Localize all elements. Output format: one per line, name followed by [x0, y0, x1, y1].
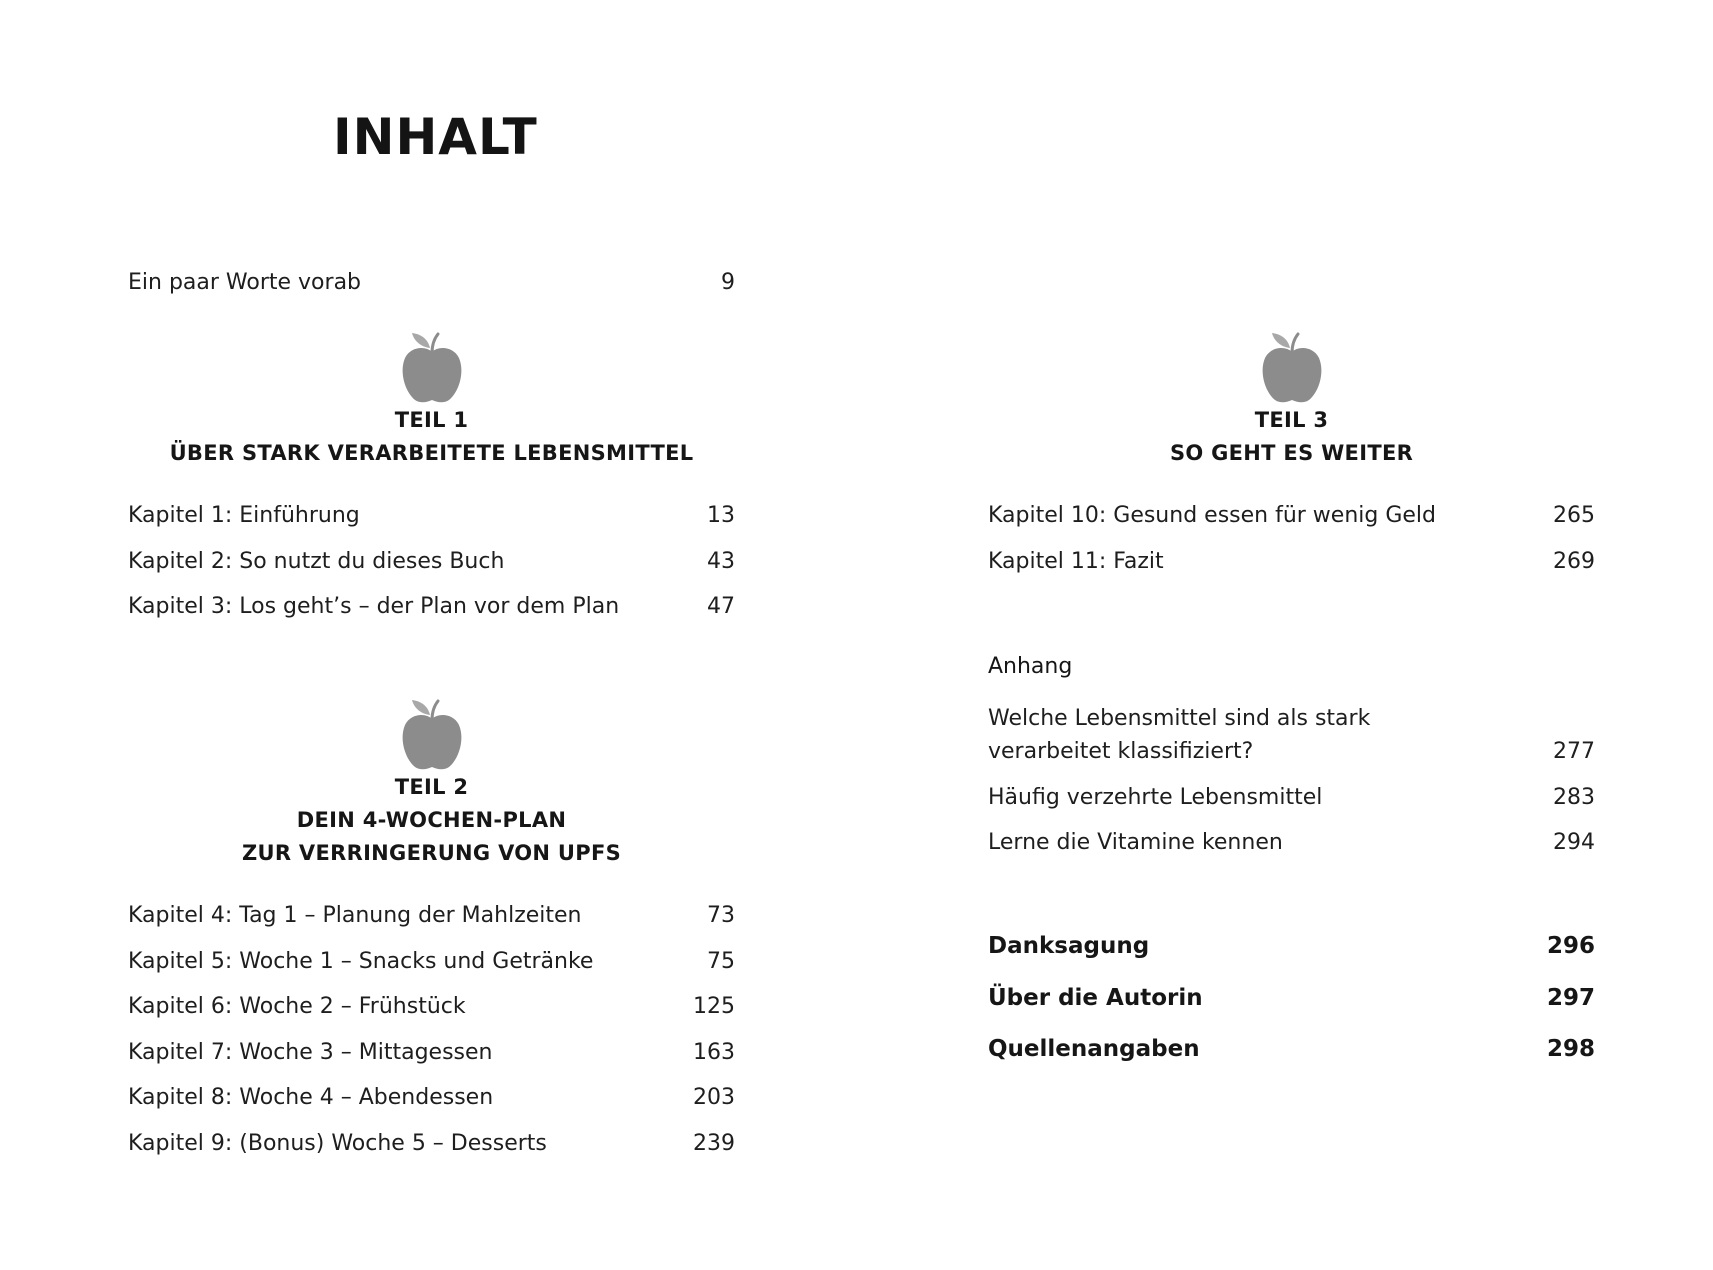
- toc-entry-label: Kapitel 2: So nutzt du dieses Buch: [128, 549, 505, 574]
- apple-icon: [399, 697, 465, 771]
- page-title: INHALT: [333, 108, 538, 166]
- toc-entry[interactable]: [128, 1036, 735, 1069]
- apple-icon: [399, 330, 465, 404]
- toc-entry[interactable]: [128, 1081, 735, 1114]
- toc-entry-page: 296: [1546, 933, 1595, 959]
- apple-icon: [1259, 330, 1325, 404]
- toc-entry-backmatter[interactable]: [988, 1033, 1595, 1066]
- part-title-line: ZUR VERRINGERUNG VON UPFS: [241, 841, 622, 865]
- part-3-heading: [988, 330, 1595, 470]
- toc-entry-page: 297: [1546, 985, 1595, 1011]
- part-title-line: DEIN 4-WOCHEN-PLAN: [296, 808, 567, 832]
- toc-entry-page: 9: [721, 270, 735, 295]
- toc-entry-label: Kapitel 7: Woche 3 – Mittagessen: [128, 1040, 493, 1065]
- toc-entry-label: Welche Lebensmittel sind als stark verarbeitet klassifiziert?: [988, 706, 1371, 764]
- toc-entry-backmatter[interactable]: [988, 982, 1595, 1015]
- toc-entry[interactable]: [128, 590, 735, 623]
- toc-entry-label: Kapitel 9: (Bonus) Woche 5 – Desserts: [128, 1131, 547, 1156]
- toc-entry-page: 269: [1553, 549, 1595, 574]
- toc-entry-page: 283: [1553, 785, 1595, 810]
- toc-entry-label: Kapitel 6: Woche 2 – Frühstück: [128, 994, 466, 1019]
- toc-entry-label: Kapitel 5: Woche 1 – Snacks und Getränke: [128, 949, 594, 974]
- toc-entry-label: Kapitel 11: Fazit: [988, 549, 1164, 574]
- toc-entry-page: 203: [693, 1085, 735, 1110]
- toc-entry-page: 13: [707, 503, 735, 528]
- toc-entry-label: Quellenangaben: [988, 1036, 1200, 1062]
- toc-entry[interactable]: [128, 1127, 735, 1160]
- toc-entry-label: Danksagung: [988, 933, 1150, 959]
- toc-entry[interactable]: [128, 945, 735, 978]
- toc-entry-label: Über die Autorin: [988, 985, 1203, 1011]
- toc-entry-page: 239: [693, 1131, 735, 1156]
- toc-entry-label: Kapitel 10: Gesund essen für wenig Geld: [988, 503, 1437, 528]
- part-number: TEIL 2: [394, 775, 469, 799]
- part-number: TEIL 3: [1254, 408, 1329, 432]
- toc-entry-page: 75: [707, 949, 735, 974]
- toc-entry-page: 298: [1546, 1036, 1595, 1062]
- toc-entry[interactable]: [988, 545, 1595, 578]
- toc-entry-page: 125: [693, 994, 735, 1019]
- toc-entry-label: Kapitel 4: Tag 1 – Planung der Mahlzeiten: [128, 903, 582, 928]
- part-number: TEIL 1: [394, 408, 469, 432]
- toc-entry-page: 277: [1553, 739, 1595, 764]
- toc-entry[interactable]: [988, 499, 1595, 532]
- part-2-heading: [128, 697, 735, 870]
- toc-entry[interactable]: [128, 499, 735, 532]
- toc-entry[interactable]: [988, 702, 1595, 768]
- part-1-heading: [128, 330, 735, 470]
- toc-entry-label: Kapitel 1: Einführung: [128, 503, 360, 528]
- toc-entry[interactable]: [128, 990, 735, 1023]
- toc-entry-label: Häufig verzehrte Lebensmittel: [988, 785, 1323, 810]
- toc-entry-label: Lerne die Vitamine kennen: [988, 830, 1283, 855]
- appendix-title: Anhang: [988, 654, 1073, 679]
- toc-entry[interactable]: [988, 826, 1595, 859]
- toc-entry[interactable]: [128, 545, 735, 578]
- toc-entry-page: 43: [707, 549, 735, 574]
- part-title-line: SO GEHT ES WEITER: [1169, 441, 1414, 465]
- toc-entry-intro[interactable]: [128, 266, 735, 299]
- toc-entry-page: 294: [1553, 830, 1595, 855]
- toc-entry-page: 265: [1553, 503, 1595, 528]
- part-title-line: ÜBER STARK VERARBEITETE LEBENSMITTEL: [169, 441, 694, 465]
- toc-entry-page: 163: [693, 1040, 735, 1065]
- toc-entry-label: Kapitel 8: Woche 4 – Abendessen: [128, 1085, 494, 1110]
- toc-entry-label: Ein paar Worte vorab: [128, 270, 362, 295]
- toc-entry-label: Kapitel 3: Los geht’s – der Plan vor dem Plan: [128, 594, 620, 619]
- toc-entry[interactable]: [988, 781, 1595, 814]
- toc-entry[interactable]: [128, 899, 735, 932]
- toc-entry-backmatter[interactable]: [988, 930, 1595, 963]
- toc-entry-page: 73: [707, 903, 735, 928]
- toc-entry-page: 47: [707, 594, 735, 619]
